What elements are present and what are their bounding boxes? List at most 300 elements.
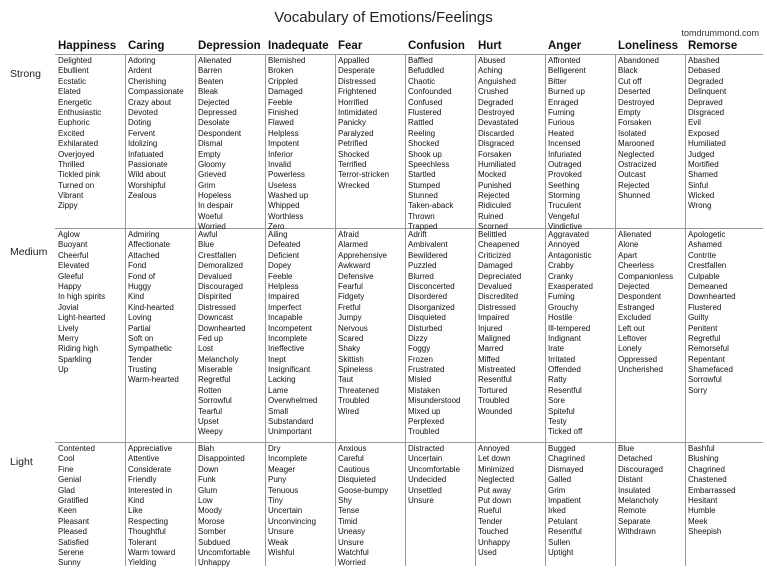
emotion-word: Awful	[198, 230, 218, 239]
emotion-word: Cheapened	[478, 240, 520, 250]
emotion-word: Thrown	[408, 211, 435, 221]
emotion-word: Rotten	[198, 385, 222, 395]
emotion-word: Speechless	[408, 159, 450, 169]
cell-light	[688, 444, 736, 538]
emotion-word: Devalued	[478, 281, 512, 291]
emotion-word: Happy	[58, 281, 82, 291]
emotion-word: Riding high	[58, 344, 99, 354]
emotion-word: Shamefaced	[688, 365, 733, 375]
cell-light	[548, 444, 585, 558]
emotion-word: Outcast	[618, 170, 646, 180]
emotion-word: Resentful	[548, 527, 582, 537]
emotion-word: Panicky	[338, 118, 367, 128]
emotion-word: Vengeful	[548, 211, 580, 221]
emotion-word: Lacking	[268, 375, 296, 385]
emotion-word: Depreciated	[478, 271, 522, 281]
cell-medium	[478, 230, 521, 417]
page-title: Vocabulary of Emotions/Feelings	[274, 9, 493, 26]
emotion-word: Let down	[478, 454, 511, 464]
emotion-word: Damaged	[478, 261, 513, 271]
column-loneliness	[615, 40, 685, 566]
cell-medium	[688, 230, 736, 396]
emotion-word: Blue	[618, 444, 635, 453]
emotion-word: Ineffective	[268, 344, 305, 354]
emotion-word: Apologetic	[688, 230, 726, 239]
emotion-word: Discarded	[478, 128, 515, 138]
column-divider	[265, 54, 266, 566]
emotion-word: Impaired	[478, 313, 510, 323]
emotion-word: Inept	[268, 354, 286, 364]
emotion-word: Shy	[338, 495, 352, 505]
emotion-word: Excited	[58, 128, 85, 138]
column-divider	[475, 54, 476, 566]
cell-light	[618, 444, 663, 538]
emotion-word: Petrified	[338, 139, 368, 149]
column-hurt	[475, 40, 545, 566]
emotion-word: Pleased	[58, 527, 87, 537]
emotion-word: Beaten	[198, 76, 224, 86]
emotion-word: Meek	[688, 516, 708, 526]
emotion-word: Cautious	[338, 464, 370, 474]
emotion-word: Exhilarated	[58, 139, 99, 149]
emotion-word: Demeaned	[688, 281, 728, 291]
emotion-word: Anxious	[338, 444, 367, 453]
emotion-word: Left out	[618, 323, 645, 333]
emotion-word: Mortified	[688, 159, 719, 169]
emotion-word: Outraged	[548, 159, 582, 169]
emotion-word: Considerate	[128, 464, 172, 474]
emotion-word: Estranged	[618, 302, 655, 312]
emotion-word: Apprehensive	[338, 250, 387, 260]
emotion-word: Spineless	[338, 365, 373, 375]
emotion-word: Crabby	[548, 261, 574, 271]
emotion-word: Foggy	[408, 344, 431, 354]
emotion-word: Defeated	[268, 240, 301, 250]
emotion-word: Tolerant	[128, 537, 157, 547]
emotion-word: Lost	[198, 344, 214, 354]
emotion-word: Ailing	[268, 230, 288, 239]
emotion-word: Offended	[548, 365, 581, 375]
cell-light	[198, 444, 250, 569]
emotion-word: Rueful	[478, 506, 502, 516]
emotion-word: Elevated	[58, 261, 90, 271]
emotion-word: Rejected	[618, 180, 650, 190]
cell-light	[408, 444, 460, 506]
emotion-word: Disquieted	[338, 475, 376, 485]
emotion-word: Tense	[338, 506, 360, 516]
emotion-word: Antagonistic	[548, 250, 592, 260]
emotion-word: Downhearted	[198, 323, 246, 333]
emotion-word: Puzzled	[408, 261, 437, 271]
emotion-word: Chastened	[688, 475, 727, 485]
emotion-word: Incapable	[268, 313, 303, 323]
emotion-word: Sorry	[688, 385, 708, 395]
emotion-word: Gloomy	[198, 159, 226, 169]
emotion-word: Partial	[128, 323, 151, 333]
emotion-word: Flustered	[408, 107, 442, 117]
emotion-word: Mixed up	[408, 406, 441, 416]
emotion-word: Wrong	[688, 201, 712, 211]
emotion-word: Substandard	[268, 417, 314, 427]
emotion-word: Grieved	[198, 170, 227, 180]
emotion-word: Put down	[478, 495, 512, 505]
column-divider	[195, 54, 196, 566]
emotion-word: Rejected	[478, 191, 510, 201]
emotion-word: Flawed	[268, 118, 294, 128]
emotion-word: Impotent	[268, 139, 300, 149]
column-header: Happiness	[58, 40, 117, 52]
emotion-word: Watchful	[338, 547, 369, 557]
column-fear	[335, 40, 405, 566]
emotion-word: Disorganized	[408, 302, 455, 312]
emotion-word: Careful	[338, 454, 364, 464]
emotion-word: Buoyant	[58, 240, 88, 250]
emotion-word: Fine	[58, 464, 74, 474]
emotion-word: Unsure	[268, 527, 294, 537]
emotion-word: Doting	[128, 118, 152, 128]
emotion-word: Bashful	[688, 444, 715, 453]
emotion-word: Sympathetic	[128, 344, 173, 354]
emotion-word: Ardent	[128, 66, 152, 76]
emotion-word: Stumped	[408, 180, 441, 190]
emotion-word: Contrite	[688, 250, 717, 260]
emotion-word: Demoralized	[198, 261, 243, 271]
emotion-word: Trapped	[408, 222, 438, 232]
emotion-word: Fuming	[548, 107, 575, 117]
emotion-word: Unhappy	[198, 558, 231, 568]
emotion-word: Aglow	[58, 230, 80, 239]
emotion-word: Companionless	[618, 271, 674, 281]
emotion-word: Humble	[688, 506, 716, 516]
emotion-word: Sheepish	[688, 527, 722, 537]
emotion-word: Ecstatic	[58, 76, 87, 86]
emotion-word: Wounded	[478, 406, 513, 416]
emotion-word: Timid	[338, 516, 358, 526]
emotion-word: Discredited	[478, 292, 519, 302]
emotion-word: Wrecked	[338, 180, 370, 190]
cell-strong	[548, 56, 586, 233]
emotion-word: Alienated	[198, 56, 232, 65]
emotion-word: Apart	[618, 250, 638, 260]
cell-medium	[268, 230, 317, 438]
emotion-word: Incomplete	[268, 333, 308, 343]
emotion-word: Gratified	[58, 495, 89, 505]
emotion-word: Weepy	[198, 427, 223, 437]
emotion-word: Empty	[198, 149, 221, 159]
emotion-word: Uneasy	[338, 527, 366, 537]
emotion-word: Neglected	[478, 475, 515, 485]
emotion-word: Awkward	[338, 261, 371, 271]
emotion-word: Huggy	[128, 281, 152, 291]
emotion-word: Woeful	[198, 211, 223, 221]
emotion-word: Intimidated	[338, 107, 378, 117]
emotion-word: Admiring	[128, 230, 160, 239]
emotion-word: Taken-aback	[408, 201, 454, 211]
emotion-word: Humiliated	[478, 159, 516, 169]
emotion-word: Seething	[548, 180, 580, 190]
emotion-word: Grim	[548, 485, 566, 495]
row-label-medium: Medium	[10, 246, 48, 258]
emotion-word: Bitter	[548, 76, 567, 86]
cell-medium	[128, 230, 179, 386]
column-header: Inadequate	[268, 40, 329, 52]
emotion-word: Belittled	[478, 230, 507, 239]
emotion-word: Glad	[58, 485, 75, 495]
column-depression	[195, 40, 265, 566]
emotion-word: Energetic	[58, 97, 92, 107]
column-header: Depression	[198, 40, 261, 52]
column-header: Caring	[128, 40, 165, 52]
cell-light	[128, 444, 175, 569]
emotion-word: Morose	[198, 516, 225, 526]
emotion-word: Undecided	[408, 475, 447, 485]
emotion-word: Merry	[58, 333, 79, 343]
emotion-word: Dry	[268, 444, 281, 453]
emotion-word: Stunned	[408, 191, 438, 201]
emotion-word: Lonely	[618, 344, 642, 354]
emotion-word: Invalid	[268, 159, 292, 169]
emotion-word: Disconcerted	[408, 281, 455, 291]
emotion-word: Kind	[128, 495, 145, 505]
emotion-word: Tearful	[198, 406, 223, 416]
emotion-word: Shaky	[338, 344, 361, 354]
emotion-word: Thoughtful	[128, 527, 166, 537]
cell-medium	[408, 230, 460, 438]
emotion-word: Vindictive	[548, 222, 583, 232]
emotion-word: Adoring	[128, 56, 156, 65]
emotion-word: Impaired	[268, 292, 300, 302]
emotion-word: Thrilled	[58, 159, 85, 169]
emotion-word: Remorseful	[688, 344, 729, 354]
emotion-word: Unsure	[338, 537, 364, 547]
emotion-word: Perplexed	[408, 417, 445, 427]
emotion-word: Down	[198, 464, 219, 474]
cell-light	[338, 444, 388, 569]
emotion-word: Genial	[58, 475, 82, 485]
emotion-word: Skittish	[338, 354, 364, 364]
emotion-word: Frozen	[408, 354, 433, 364]
emotion-word: Cranky	[548, 271, 574, 281]
emotion-word: Enthusiastic	[58, 107, 102, 117]
emotion-word: Lame	[268, 385, 289, 395]
column-divider	[335, 54, 336, 566]
emotion-word: Shocked	[338, 149, 370, 159]
emotion-word: Fond	[128, 261, 147, 271]
emotion-word: Terror-stricken	[338, 170, 390, 180]
emotion-word: Alienated	[618, 230, 652, 239]
emotion-word: Abashed	[688, 56, 720, 65]
emotion-word: Troubled	[338, 396, 370, 406]
row-label-strong: Strong	[10, 68, 41, 80]
emotion-word: Euphoric	[58, 118, 90, 128]
cell-strong	[128, 56, 184, 201]
emotion-word: Testy	[548, 417, 567, 427]
emotion-word: Alarmed	[338, 240, 368, 250]
emotion-word: Disgraced	[688, 107, 725, 117]
emotion-word: Storming	[548, 191, 581, 201]
cell-strong	[688, 56, 726, 212]
emotion-word: Grouchy	[548, 302, 579, 312]
emotion-word: Criticized	[478, 250, 511, 260]
emotion-word: Bugged	[548, 444, 576, 453]
emotion-word: Grim	[198, 180, 216, 190]
cell-light	[478, 444, 514, 558]
emotion-word: Evil	[688, 118, 701, 128]
emotion-word: Indignant	[548, 333, 581, 343]
cell-light	[268, 444, 316, 558]
emotion-word: Interested in	[128, 485, 173, 495]
emotion-grid	[55, 40, 763, 566]
emotion-word: Sinful	[688, 180, 709, 190]
emotion-word: Satisfied	[58, 537, 89, 547]
emotion-word: Subdued	[198, 537, 231, 547]
emotion-word: Repentant	[688, 354, 725, 364]
emotion-word: Kind	[128, 292, 145, 302]
emotion-word: Burned up	[548, 87, 585, 97]
emotion-word: Distressed	[478, 302, 516, 312]
emotion-word: Separate	[618, 516, 651, 526]
cell-strong	[198, 56, 241, 233]
emotion-word: Downcast	[198, 313, 234, 323]
column-divider	[615, 54, 616, 566]
emotion-word: Fervent	[128, 128, 156, 138]
emotion-word: Provoked	[548, 170, 582, 180]
emotion-word: Trusting	[128, 365, 157, 375]
emotion-word: Dismayed	[548, 464, 584, 474]
emotion-word: Incompetent	[268, 323, 313, 333]
emotion-word: Depraved	[688, 97, 723, 107]
emotion-word: Downhearted	[688, 292, 736, 302]
emotion-word: Touched	[478, 527, 509, 537]
emotion-word: Distressed	[338, 76, 376, 86]
emotion-word: Bleak	[198, 87, 219, 97]
emotion-word: Loving	[128, 313, 152, 323]
emotion-word: Overwhelmed	[268, 396, 318, 406]
column-divider	[405, 54, 406, 566]
cell-medium	[58, 230, 105, 375]
column-header: Confusion	[408, 40, 465, 52]
emotion-word: Reeling	[408, 128, 436, 138]
emotion-word: Nervous	[338, 323, 368, 333]
emotion-word: Troubled	[408, 427, 440, 437]
emotion-word: Ticked off	[548, 427, 583, 437]
emotion-word: Uptight	[548, 547, 574, 557]
emotion-word: Sullen	[548, 537, 571, 547]
emotion-word: Paralyzed	[338, 128, 374, 138]
emotion-word: Degraded	[688, 76, 724, 86]
emotion-word: Powerless	[268, 170, 305, 180]
emotion-word: Like	[128, 506, 143, 516]
emotion-word: Defensive	[338, 271, 374, 281]
emotion-word: Uncertain	[268, 506, 303, 516]
emotion-word: Blue	[198, 240, 215, 250]
emotion-word: Pleasant	[58, 516, 90, 526]
emotion-word: Worthless	[268, 211, 304, 221]
emotion-word: Frustrated	[408, 365, 445, 375]
emotion-word: Embarrassed	[688, 485, 736, 495]
emotion-word: Soft on	[128, 333, 154, 343]
emotion-word: Irritated	[548, 354, 576, 364]
emotion-word: Tickled pink	[58, 170, 100, 180]
emotion-word: Helpless	[268, 281, 299, 291]
emotion-word: Irate	[548, 344, 565, 354]
emotion-word: Marred	[478, 344, 504, 354]
emotion-word: Chagrined	[548, 454, 585, 464]
emotion-word: Aching	[478, 66, 503, 76]
column-inadequate	[265, 40, 335, 566]
emotion-word: Discouraged	[618, 464, 663, 474]
emotion-word: Tiny	[268, 495, 283, 505]
emotion-word: Wishful	[268, 547, 295, 557]
emotion-word: Ridiculed	[478, 201, 511, 211]
emotion-word: Feeble	[268, 271, 293, 281]
emotion-word: Used	[478, 547, 497, 557]
emotion-word: Delighted	[58, 56, 92, 65]
emotion-word: Compassionate	[128, 87, 184, 97]
column-confusion	[405, 40, 475, 566]
emotion-word: Maligned	[478, 333, 511, 343]
emotion-word: Passionate	[128, 159, 168, 169]
emotion-word: Warm toward	[128, 547, 176, 557]
emotion-word: Terrified	[338, 159, 367, 169]
emotion-word: Whipped	[268, 201, 300, 211]
emotion-word: Mistreated	[478, 365, 516, 375]
emotion-word: Desperate	[338, 66, 375, 76]
emotion-word: Blah	[198, 444, 215, 453]
emotion-word: Anguished	[478, 76, 516, 86]
emotion-word: Attentive	[128, 454, 160, 464]
emotion-word: Debased	[688, 66, 721, 76]
emotion-word: Furious	[548, 118, 575, 128]
emotion-word: Resentful	[548, 385, 582, 395]
emotion-word: Ashamed	[688, 240, 722, 250]
emotion-word: Weak	[268, 537, 289, 547]
emotion-word: Ill-tempered	[548, 323, 591, 333]
emotion-word: Unsure	[408, 495, 434, 505]
emotion-word: Fuming	[548, 292, 575, 302]
emotion-word: Punished	[478, 180, 512, 190]
emotion-word: Infuriated	[548, 149, 582, 159]
emotion-word: Belligerent	[548, 66, 586, 76]
emotion-word: Zealous	[128, 191, 157, 201]
emotion-word: Upset	[198, 417, 219, 427]
emotion-word: Disgraced	[478, 139, 515, 149]
emotion-word: Put away	[478, 485, 511, 495]
emotion-word: Scared	[338, 333, 364, 343]
emotion-word: Mocked	[478, 170, 507, 180]
emotion-word: Jovial	[58, 302, 79, 312]
emotion-word: Deficient	[268, 250, 300, 260]
emotion-word: Uncomfortable	[198, 547, 251, 557]
emotion-word: Devalued	[198, 271, 232, 281]
emotion-word: Penitent	[688, 323, 718, 333]
emotion-word: Dizzy	[408, 333, 428, 343]
column-divider	[685, 54, 686, 566]
emotion-word: Enraged	[548, 97, 579, 107]
emotion-word: Incensed	[548, 139, 581, 149]
emotion-word: Overjoyed	[58, 149, 95, 159]
emotion-word: Black	[618, 66, 638, 76]
emotion-word: Heated	[548, 128, 574, 138]
emotion-word: Irked	[548, 506, 566, 516]
emotion-word: Imperfect	[268, 302, 302, 312]
emotion-word: Uncomfortable	[408, 464, 461, 474]
emotion-word: Keen	[58, 506, 77, 516]
emotion-word: Remote	[618, 506, 647, 516]
emotion-word: Low	[198, 495, 213, 505]
emotion-word: Abused	[478, 56, 506, 65]
emotion-word: Vibrant	[58, 191, 84, 201]
